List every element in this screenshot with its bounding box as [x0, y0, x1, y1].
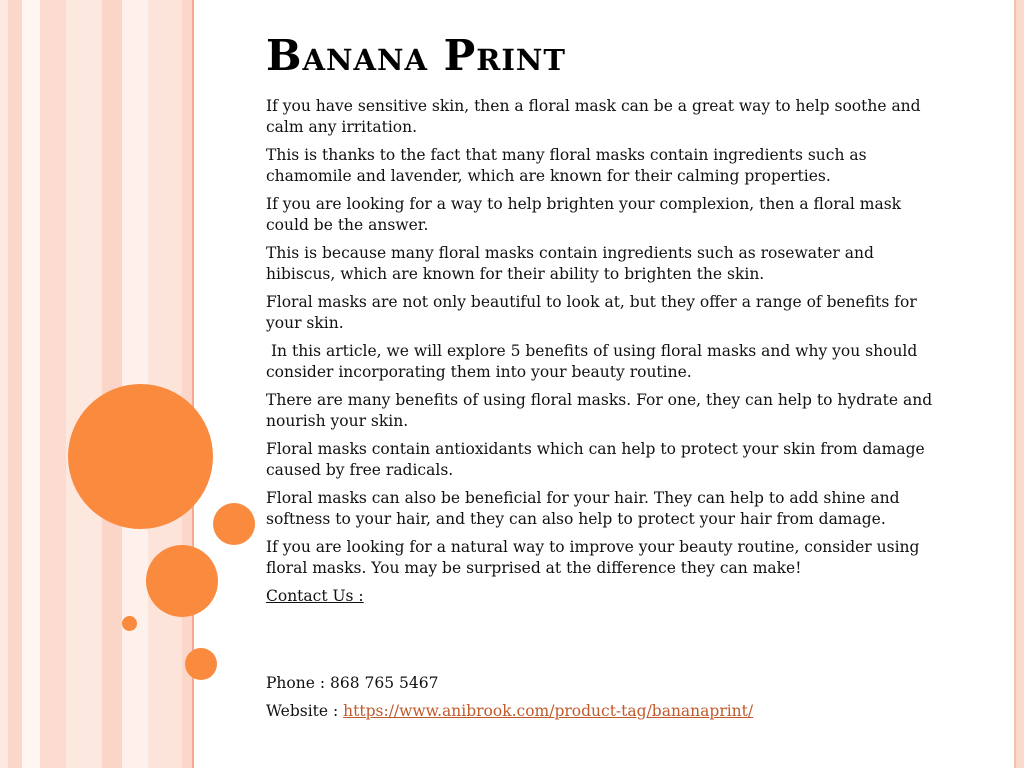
stripe	[66, 0, 102, 768]
right-border	[1016, 0, 1024, 768]
contact-heading: Contact Us :	[266, 587, 364, 605]
paragraph: If you are looking for a natural way to improve your beauty routine, consider using floral masks. You may be surprised at the difference they can make!	[266, 538, 920, 577]
decorative-circle-small	[185, 648, 217, 680]
paragraph: Floral masks can also be beneficial for your hair. They can help to add shine and softness to your hair, and they can also help to protect your hair from damage.	[266, 489, 900, 528]
decorative-circle-large	[68, 384, 213, 529]
phone-label: Phone :	[266, 673, 330, 692]
paragraph: This is because many floral masks contain ingredients such as rosewater and hibiscus, which are known for their ability to brighten the skin.	[266, 244, 874, 283]
decorative-circle-medium	[146, 545, 218, 617]
paragraph: If you are looking for a way to help brighten your complexion, then a floral mask could be the answer.	[266, 195, 902, 234]
website-line	[266, 701, 946, 722]
paragraph: There are many benefits of using floral masks. For one, they can help to hydrate and nourish your skin.	[266, 391, 933, 430]
website-label: Website :	[266, 702, 344, 720]
stripe	[40, 0, 66, 768]
stripe	[148, 0, 182, 768]
decorative-circle-small	[213, 503, 255, 545]
stripe	[22, 0, 40, 768]
stripe	[8, 0, 22, 768]
website-link[interactable]: https://www.anibrook.com/product-tag/bananaprint/	[343, 702, 754, 720]
paragraph: If you have sensitive skin, then a floral mask can be a great way to help soothe and calm any irritation.	[266, 97, 921, 136]
decorative-circle-tiny	[122, 616, 137, 631]
phone-value: 868 765 5467	[329, 673, 439, 692]
slide-title: Banana Print	[266, 31, 566, 80]
slide-content	[266, 30, 946, 730]
paragraph: This is thanks to the fact that many floral masks contain ingredients such as chamomile and lavender, which are known for their calming properties.	[266, 146, 867, 185]
paragraph: Floral masks contain antioxidants which can help to protect your skin from damage caused by free radicals.	[266, 440, 925, 479]
phone-line	[266, 673, 946, 694]
paragraph: In this article, we will explore 5 benefits of using floral masks and why you should consider incorporating them into your beauty routine.	[266, 342, 923, 381]
stripe	[0, 0, 8, 768]
decorative-stripes	[0, 0, 200, 768]
stripe	[102, 0, 122, 768]
paragraph: Floral masks are not only beautiful to look at, but they offer a range of benefits for your skin.	[266, 293, 917, 332]
